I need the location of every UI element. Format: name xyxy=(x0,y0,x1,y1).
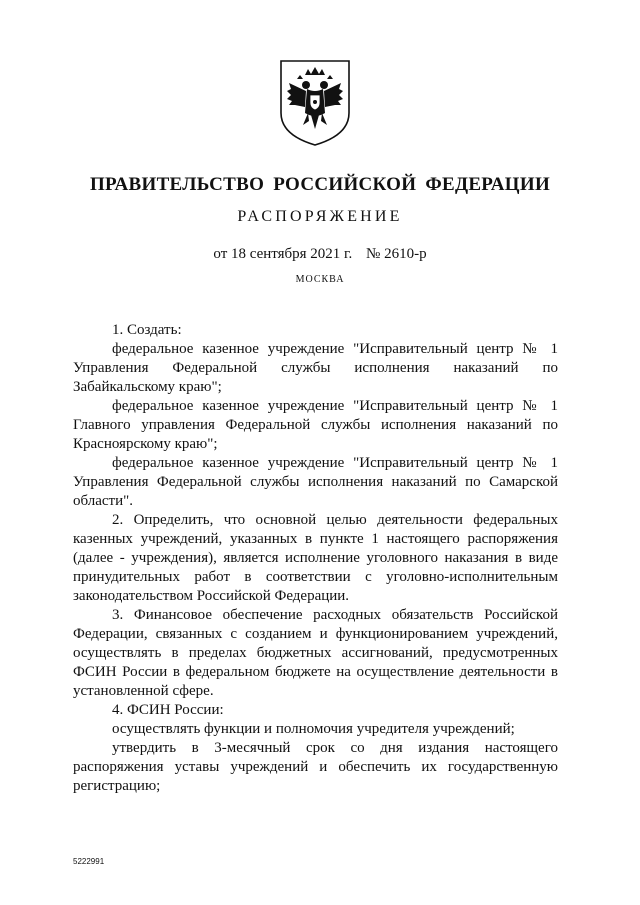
document-date: от 18 сентября 2021 г. xyxy=(213,246,353,262)
document-type: РАСПОРЯЖЕНИЕ xyxy=(237,208,403,225)
paragraph: 1. Создать: xyxy=(112,322,182,338)
government-title: ПРАВИТЕЛЬСТВО РОССИЙСКОЙ ФЕДЕРАЦИИ xyxy=(89,174,551,195)
paragraph: федеральное казенное учреждение "Исправительный центр № 1 Управления Федеральной службы исполнения наказаний по Самарской области". xyxy=(73,455,558,509)
paragraph: 3. Финансовое обеспечение расходных обязательств Российской Федерации, связанных с созданием и функционированием учреждений, осуществлять в пределах бюджетных ассигнований, предусмотренных ФСИН России в федеральном бюджете на осуществление деятельности в установленной сфере. xyxy=(73,607,558,699)
paragraph: 2. Определить, что основной целью деятельности федеральных казенных учреждений, указанных в пункте 1 настоящего распоряжения (далее - учреждения), является исполнение уголовного наказания в виде принудительных работ в соответствии с уголовно-исполнительным законодательством Российской Федерации. xyxy=(73,512,558,604)
paragraph: федеральное казенное учреждение "Исправительный центр № 1 Главного управления Федеральной службы исполнения наказаний по Красноярскому краю"; xyxy=(73,398,558,452)
russian-coat-of-arms-icon xyxy=(275,55,355,147)
paragraph: 4. ФСИН России: xyxy=(112,702,224,718)
document-number: № 2610-р xyxy=(366,246,427,262)
document-city: МОСКВА xyxy=(295,274,345,285)
document-body xyxy=(73,321,558,796)
paragraph: федеральное казенное учреждение "Исправительный центр № 1 Управления Федеральной службы исполнения наказаний по Забайкальскому краю"; xyxy=(73,341,558,395)
document-code: 5222991 xyxy=(73,857,105,866)
document-date-line xyxy=(0,246,640,263)
paragraph: осуществлять функции и полномочия учредителя учреждений; xyxy=(112,721,515,737)
paragraph: утвердить в 3-месячный срок со дня издания настоящего распоряжения уставы учреждений и обеспечить их государственную регистрацию; xyxy=(73,740,558,794)
